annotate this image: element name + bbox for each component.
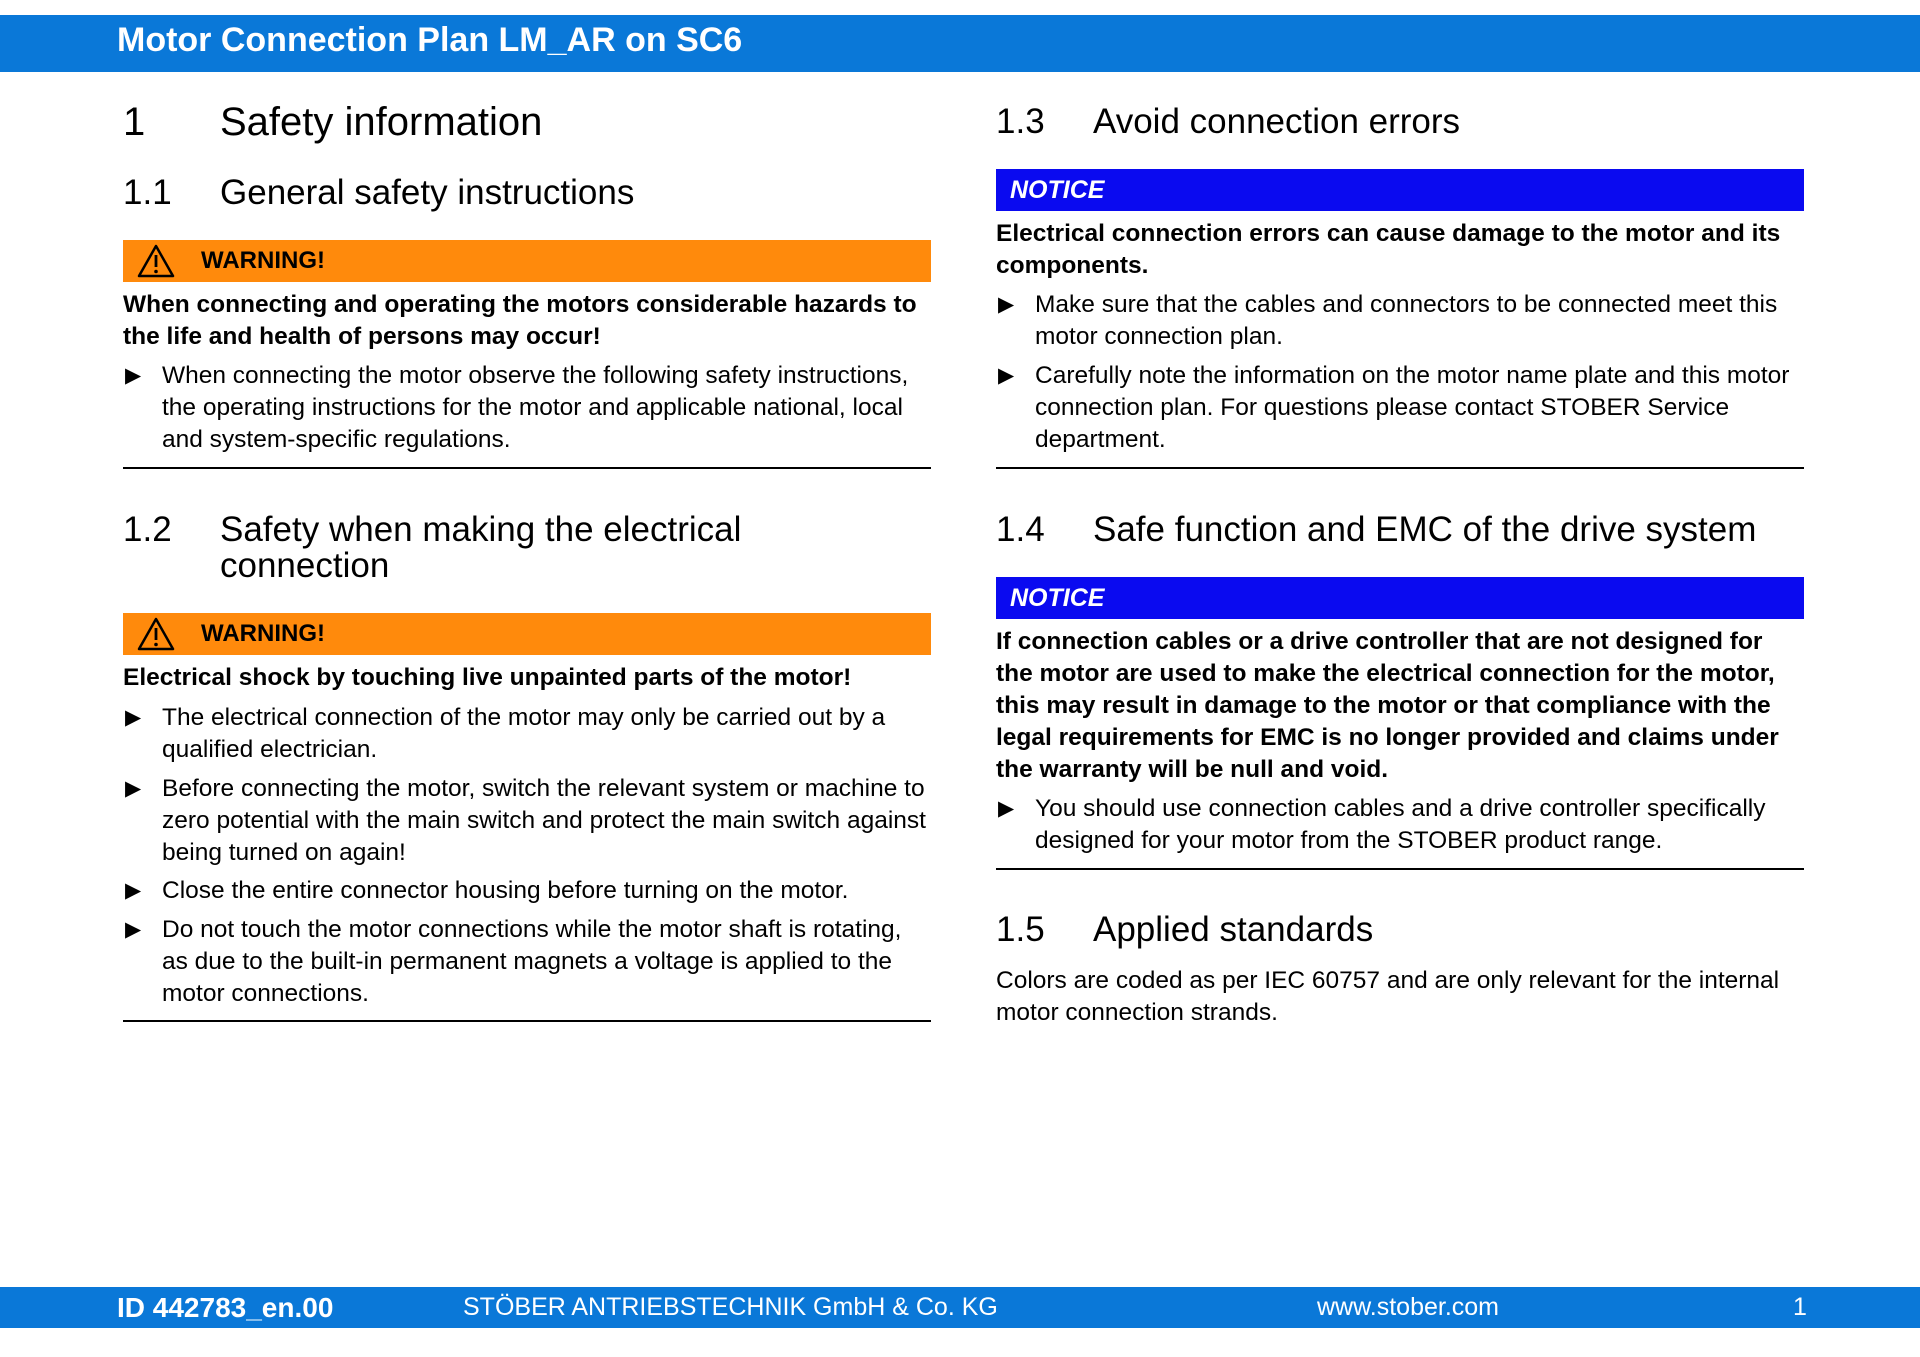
notice-lead-text: If connection cables or a drive controller that are not designed for the motor are used to make the electrical connection for the motor, this may result in damage to the motor or that compliance with the legal requirements for EMC is no longer provided and claims under the warranty will be null and void. bbox=[996, 628, 1779, 783]
list-item bbox=[996, 360, 1804, 456]
section-number: 1.1 bbox=[123, 173, 172, 212]
list-item-text: When connecting the motor observe the following safety instructions, the operating instructions for the motor and applicable national, local and system-specific regulations. bbox=[162, 362, 909, 453]
document-id: ID 442783_en.00 bbox=[117, 1292, 334, 1323]
bullet-arrow-icon: ▶ bbox=[998, 364, 1015, 387]
bullet-arrow-icon: ▶ bbox=[998, 293, 1015, 316]
list-item bbox=[123, 360, 931, 456]
list-item bbox=[996, 793, 1804, 857]
list-item-text: Close the entire connector housing before turning on the motor. bbox=[162, 877, 849, 904]
list-item-text: Carefully note the information on the motor name plate and this motor connection plan. For questions please contact STOBER Service department. bbox=[1035, 362, 1790, 453]
section-number: 1.3 bbox=[996, 102, 1045, 141]
warning-bar bbox=[123, 240, 931, 282]
notice-lead-text: Electrical connection errors can cause damage to the motor and its components. bbox=[996, 220, 1781, 279]
bullet-arrow-icon: ▶ bbox=[125, 879, 142, 902]
section-title: Avoid connection errors bbox=[1093, 102, 1461, 141]
section-title: Safe function and EMC of the drive system bbox=[1093, 510, 1757, 549]
warning-label: WARNING! bbox=[201, 247, 325, 274]
section-divider bbox=[123, 1020, 931, 1022]
section-number: 1.4 bbox=[996, 510, 1045, 549]
section-heading-1-2 bbox=[123, 512, 931, 584]
list-item bbox=[123, 914, 931, 1010]
footer-band bbox=[0, 1287, 1920, 1328]
section-heading-1-1 bbox=[123, 175, 931, 211]
chapter-heading bbox=[123, 100, 542, 144]
warning-triangle-icon bbox=[137, 244, 175, 278]
list-item-text: Do not touch the motor connections while the motor shaft is rotating, as due to the built-in permanent magnets a voltage is applied to the motor connections. bbox=[162, 916, 902, 1007]
list-item bbox=[996, 289, 1804, 353]
warning-lead-text: Electrical shock by touching live unpainted parts of the motor! bbox=[123, 664, 852, 691]
section-number: 1.2 bbox=[123, 510, 172, 549]
notice-label: NOTICE bbox=[1010, 584, 1105, 612]
warning-label: WARNING! bbox=[201, 620, 325, 647]
website-link[interactable]: www.stober.com bbox=[1317, 1293, 1500, 1321]
notice-bar bbox=[996, 577, 1804, 619]
bullet-arrow-icon: ▶ bbox=[125, 918, 142, 941]
company-name: STÖBER ANTRIEBSTECHNIK GmbH & Co. KG bbox=[463, 1293, 998, 1321]
section-title-line-2: connection bbox=[220, 546, 390, 585]
bullet-arrow-icon: ▶ bbox=[125, 364, 142, 387]
section-heading-1-3 bbox=[996, 104, 1804, 140]
section-divider bbox=[123, 467, 931, 469]
notice-label: NOTICE bbox=[1010, 176, 1105, 204]
list-item-text: You should use connection cables and a drive controller specifically designed for your motor from the STOBER product range. bbox=[1035, 795, 1766, 854]
bullet-arrow-icon: ▶ bbox=[125, 777, 142, 800]
section-title: Applied standards bbox=[1093, 910, 1374, 949]
section-divider bbox=[996, 467, 1804, 469]
section-heading-1-4 bbox=[996, 512, 1804, 548]
chapter-title: Safety information bbox=[220, 100, 543, 144]
section-divider bbox=[996, 868, 1804, 870]
section-title: General safety instructions bbox=[220, 173, 635, 212]
list-item bbox=[123, 773, 931, 869]
document-title: Motor Connection Plan LM_AR on SC6 bbox=[117, 21, 743, 59]
warning-triangle-icon bbox=[137, 617, 175, 651]
list-item-text: The electrical connection of the motor may only be carried out by a qualified electrician. bbox=[162, 704, 886, 763]
section-heading-1-5 bbox=[996, 912, 1804, 948]
list-item-text: Before connecting the motor, switch the relevant system or machine to zero potential with the main switch and protect the main switch against being turned on again! bbox=[162, 775, 926, 866]
bullet-arrow-icon: ▶ bbox=[125, 706, 142, 729]
section-title-line-1: Safety when making the electrical bbox=[220, 510, 742, 549]
page-number: 1 bbox=[1793, 1293, 1807, 1321]
list-item bbox=[123, 702, 931, 766]
section-number: 1.5 bbox=[996, 910, 1045, 949]
bullet-arrow-icon: ▶ bbox=[998, 797, 1015, 820]
list-item-text: Make sure that the cables and connectors to be connected meet this motor connection plan. bbox=[1035, 291, 1778, 350]
warning-lead-text: When connecting and operating the motors considerable hazards to the life and health of persons may occur! bbox=[123, 291, 917, 350]
applied-standards-text: Colors are coded as per IEC 60757 and are only relevant for the internal motor connection strands. bbox=[996, 967, 1780, 1026]
list-item bbox=[123, 875, 931, 907]
notice-bar bbox=[996, 169, 1804, 211]
chapter-number: 1 bbox=[123, 100, 146, 144]
warning-bar bbox=[123, 613, 931, 655]
